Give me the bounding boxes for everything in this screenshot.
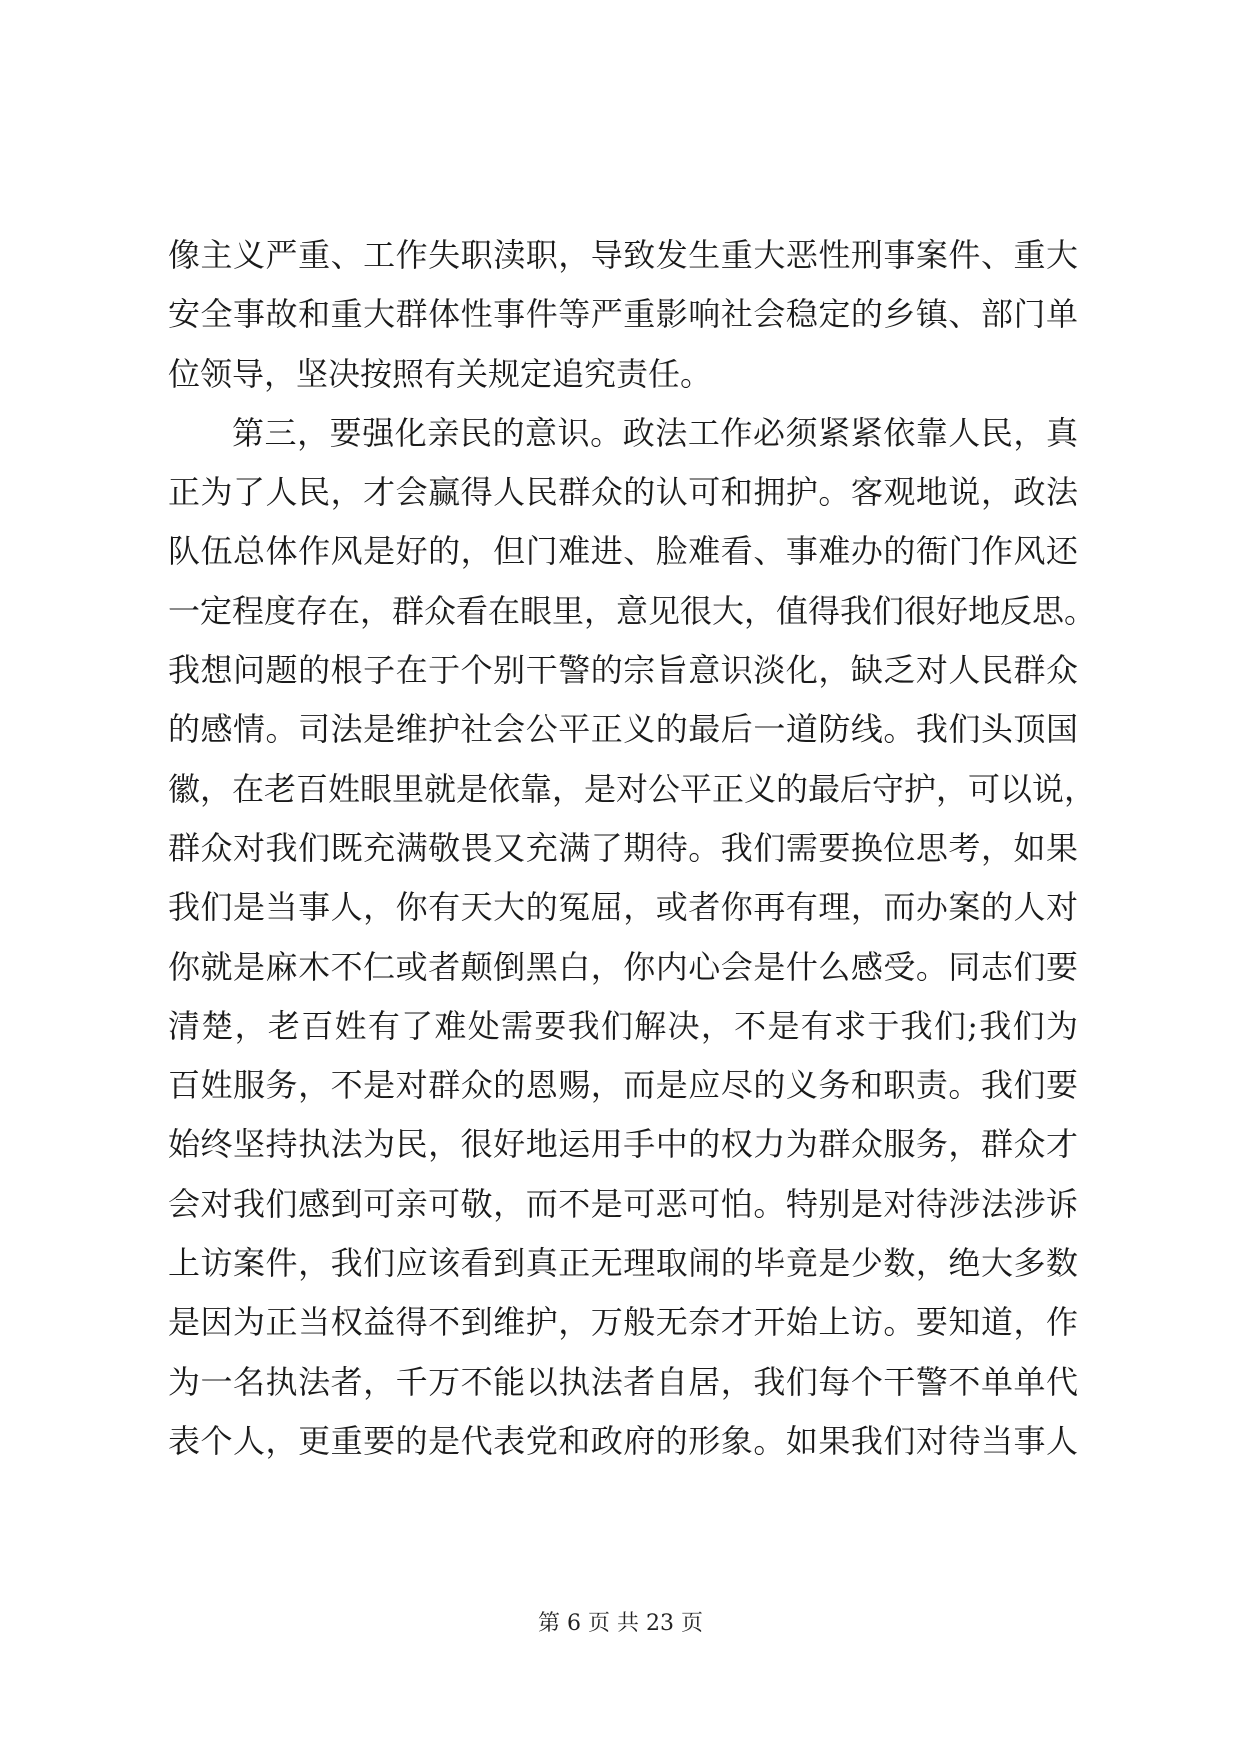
text-line: 安全事故和重大群体性事件等严重影响社会稳定的乡镇、部门单 (168, 295, 1078, 334)
text-line: 正为了人民，才会赢得人民群众的认可和拥护。客观地说，政法 (168, 473, 1078, 512)
text-line: 你就是麻木不仁或者颠倒黑白，你内心会是什么感受。同志们要 (168, 947, 1078, 986)
text-line: 位领导，坚决按照有关规定追究责任。 (168, 354, 713, 393)
text-line: 队伍总体作风是好的，但门难进、脸难看、事难办的衙门作风还 (168, 532, 1078, 571)
text-line: 徽，在老百姓眼里就是依靠，是对公平正义的最后守护，可以说， (168, 769, 1097, 808)
text-line: 是因为正当权益得不到维护，万般无奈才开始上访。要知道，作 (168, 1303, 1078, 1342)
text-line: 会对我们感到可亲可敬，而不是可恶可怕。特别是对待涉法涉诉 (168, 1184, 1078, 1223)
text-line: 群众对我们既充满敬畏又充满了期待。我们需要换位思考，如果 (168, 828, 1078, 867)
text-line: 我想问题的根子在于个别干警的宗旨意识淡化，缺乏对人民群众 (168, 651, 1078, 690)
text-line: 上访案件，我们应该看到真正无理取闹的毕竟是少数，绝大多数 (168, 1244, 1078, 1283)
text-line: 百姓服务，不是对群众的恩赐，而是应尽的义务和职责。我们要 (168, 1066, 1078, 1105)
text-line: 像主义严重、工作失职渎职，导致发生重大恶性刑事案件、重大 (168, 236, 1078, 274)
document-body (168, 226, 1097, 1471)
page-number-footer: 第 6 页 共 23 页 (538, 1611, 703, 1636)
text-line: 清楚，老百姓有了难处需要我们解决，不是有求于我们;我们为 (168, 1006, 1078, 1045)
text-line: 表个人，更重要的是代表党和政府的形象。如果我们对待当事人 (168, 1421, 1078, 1460)
text-line: 第三，要强化亲民的意识。政法工作必须紧紧依靠人民，真 (232, 413, 1078, 452)
text-line: 的感情。司法是维护社会公平正义的最后一道防线。我们头顶国 (168, 710, 1078, 749)
text-line: 一定程度存在，群众看在眼里，意见很大，值得我们很好地反思。 (168, 591, 1097, 630)
text-line: 为一名执法者，千万不能以执法者自居，我们每个干警不单单代 (168, 1362, 1078, 1401)
text-line: 我们是当事人，你有天大的冤屈，或者你再有理，而办案的人对 (168, 888, 1078, 927)
text-line: 始终坚持执法为民，很好地运用手中的权力为群众服务，群众才 (168, 1125, 1078, 1164)
